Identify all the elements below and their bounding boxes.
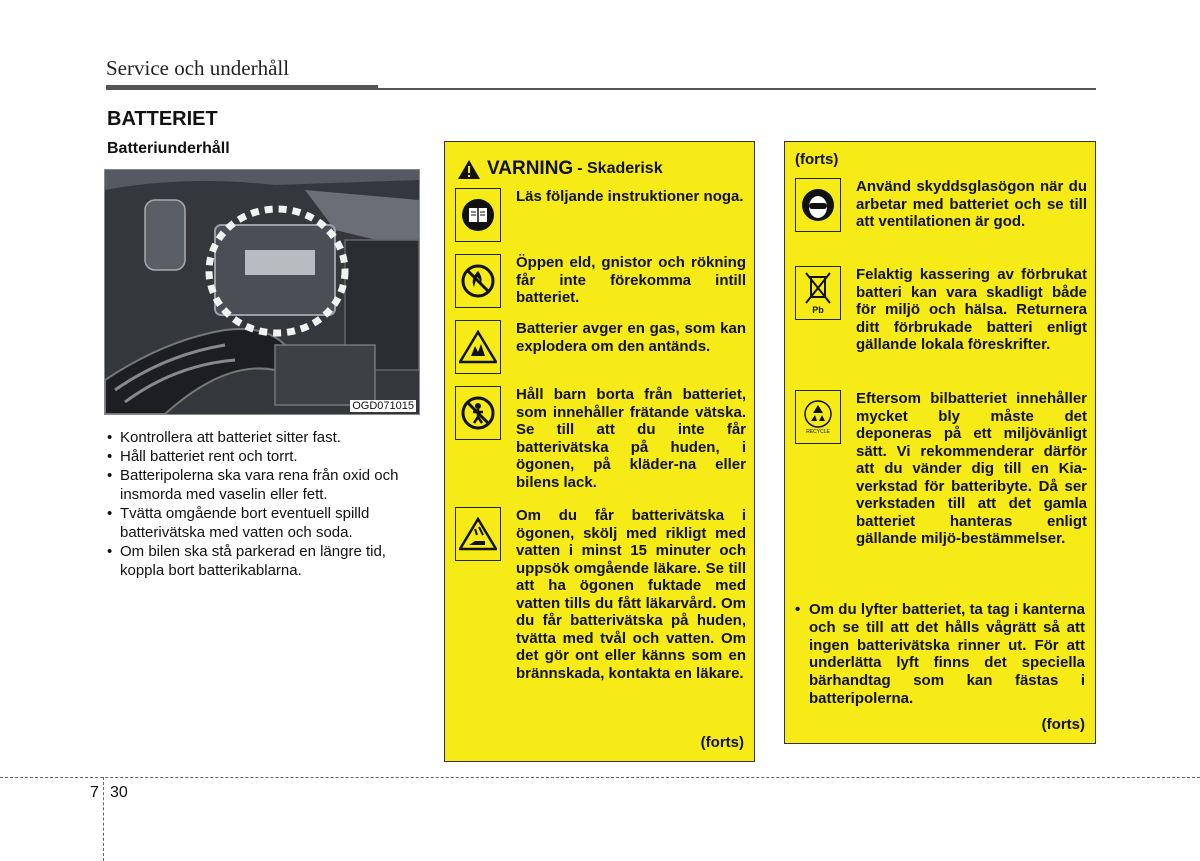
manual-book-icon — [455, 188, 501, 242]
warning-triangle-icon — [457, 159, 481, 180]
list-item: • Kontrollera att batteriet sitter fast. — [104, 428, 418, 447]
section-title: Service och underhåll — [106, 56, 290, 80]
list-item: • Tvätta omgående bort eventuell spilld batterivätska med vatten och soda. — [104, 504, 418, 542]
footer-vertical-divider — [103, 777, 104, 861]
warning-item-text: Felaktig kassering av förbrukat batteri kan vara skadligt både för miljö och hälsa. Returnera ditt förbrukade batteri enligt gällande lokala föreskrifter. — [856, 266, 1087, 353]
warning-item — [455, 507, 746, 682]
photo-code: OGD071015 — [352, 400, 414, 412]
warning-item — [455, 386, 746, 491]
warning-item — [455, 320, 746, 374]
warning-item — [795, 390, 1087, 548]
no-fire-icon — [455, 254, 501, 308]
continued-label: (forts) — [700, 734, 744, 751]
footer-divider — [0, 777, 1200, 778]
warning-title — [457, 158, 663, 180]
safety-goggles-icon — [795, 178, 841, 232]
warning-item-text: Öppen eld, gnistor och rökning får inte förekomma intill batteriet. — [516, 254, 746, 306]
warning-item-text: Eftersom bilbatteriet innehåller mycket bly måste det deponeras på ett miljövänligt sätt. Vi rekommenderar därför att du vänder dig till en Kia-verkstad för batteribyte. Då ser verkstaden till att det gamla batteriet hanteras enligt gällande miljö-bestämmelser. — [856, 390, 1087, 547]
warning-item — [795, 266, 1087, 354]
lifting-instruction: • Om du lyfter batteriet, ta tag i kanterna och se till att det hålls vågrätt så att ingen batterivätska rinner ut. För att underlätta lyft finns det speciella bärhandtag som kan fästas i batteripolerna. — [793, 601, 1085, 708]
crossed-bin-icon — [795, 266, 841, 320]
warning-item-text: Använd skyddsglasögon när du arbetar med batteriet och se till att ventilationen är god. — [856, 178, 1087, 230]
recycle-icon — [795, 390, 841, 444]
warning-box-continued — [784, 141, 1096, 744]
warning-item-text: Håll barn borta från batteriet, som innehåller frätande vätska. Se till att du inte får batterivätska på huden, i ögonen, på kläder-na eller bilens lack. — [516, 386, 746, 491]
engine-bay-photo — [104, 169, 420, 415]
warning-item-text: Om du får batterivätska i ögonen, skölj med rikligt med vatten i minst 15 minuter och uppsök omgående läkare. Se till att ha ögonen fuktade med vatten tills du fått läkarvård. Om du får batterivätska på huden, tvätta med tvål och vatten. Om det gör ont eller känns som en brännskada, kontakta en läkare. — [516, 507, 746, 682]
warning-item — [795, 178, 1087, 232]
page-number: 30 — [110, 784, 128, 801]
warning-title-text: VARNING — [487, 158, 574, 179]
continued-label: (forts) — [1041, 716, 1085, 733]
maintenance-list — [104, 428, 418, 580]
list-item: • Håll batteriet rent och torrt. — [104, 447, 418, 466]
keep-children-away-icon — [455, 386, 501, 440]
explosion-warning-icon — [455, 320, 501, 374]
list-item: • Om bilen ska stå parkerad en längre tid, koppla bort batterikablarna. — [104, 542, 418, 580]
recycle-label: RECYCLE — [806, 429, 830, 435]
continued-label-top: (forts) — [795, 151, 839, 168]
warning-item-text: Batterier avger en gas, som kan explodera om den antänds. — [516, 320, 746, 355]
engine-bay-illustration — [105, 170, 419, 414]
warning-title-sub: - Skaderisk — [577, 160, 663, 177]
corrosive-hand-icon — [455, 507, 501, 561]
warning-item-text: Läs följande instruktioner noga. — [516, 188, 744, 205]
header-rule-thin — [378, 88, 1096, 90]
list-item: • Batteripolerna ska vara rena från oxid och insmorda med vaselin eller fett. — [104, 466, 418, 504]
chapter-number: 7 — [90, 784, 99, 801]
page-subheading: Batteriunderhåll — [107, 140, 230, 157]
header-rule-thick — [106, 85, 378, 90]
page-heading: BATTERIET — [107, 108, 218, 130]
pb-label: Pb — [812, 305, 824, 315]
warning-box — [444, 141, 755, 762]
warning-item — [455, 254, 746, 308]
warning-item — [455, 188, 746, 242]
